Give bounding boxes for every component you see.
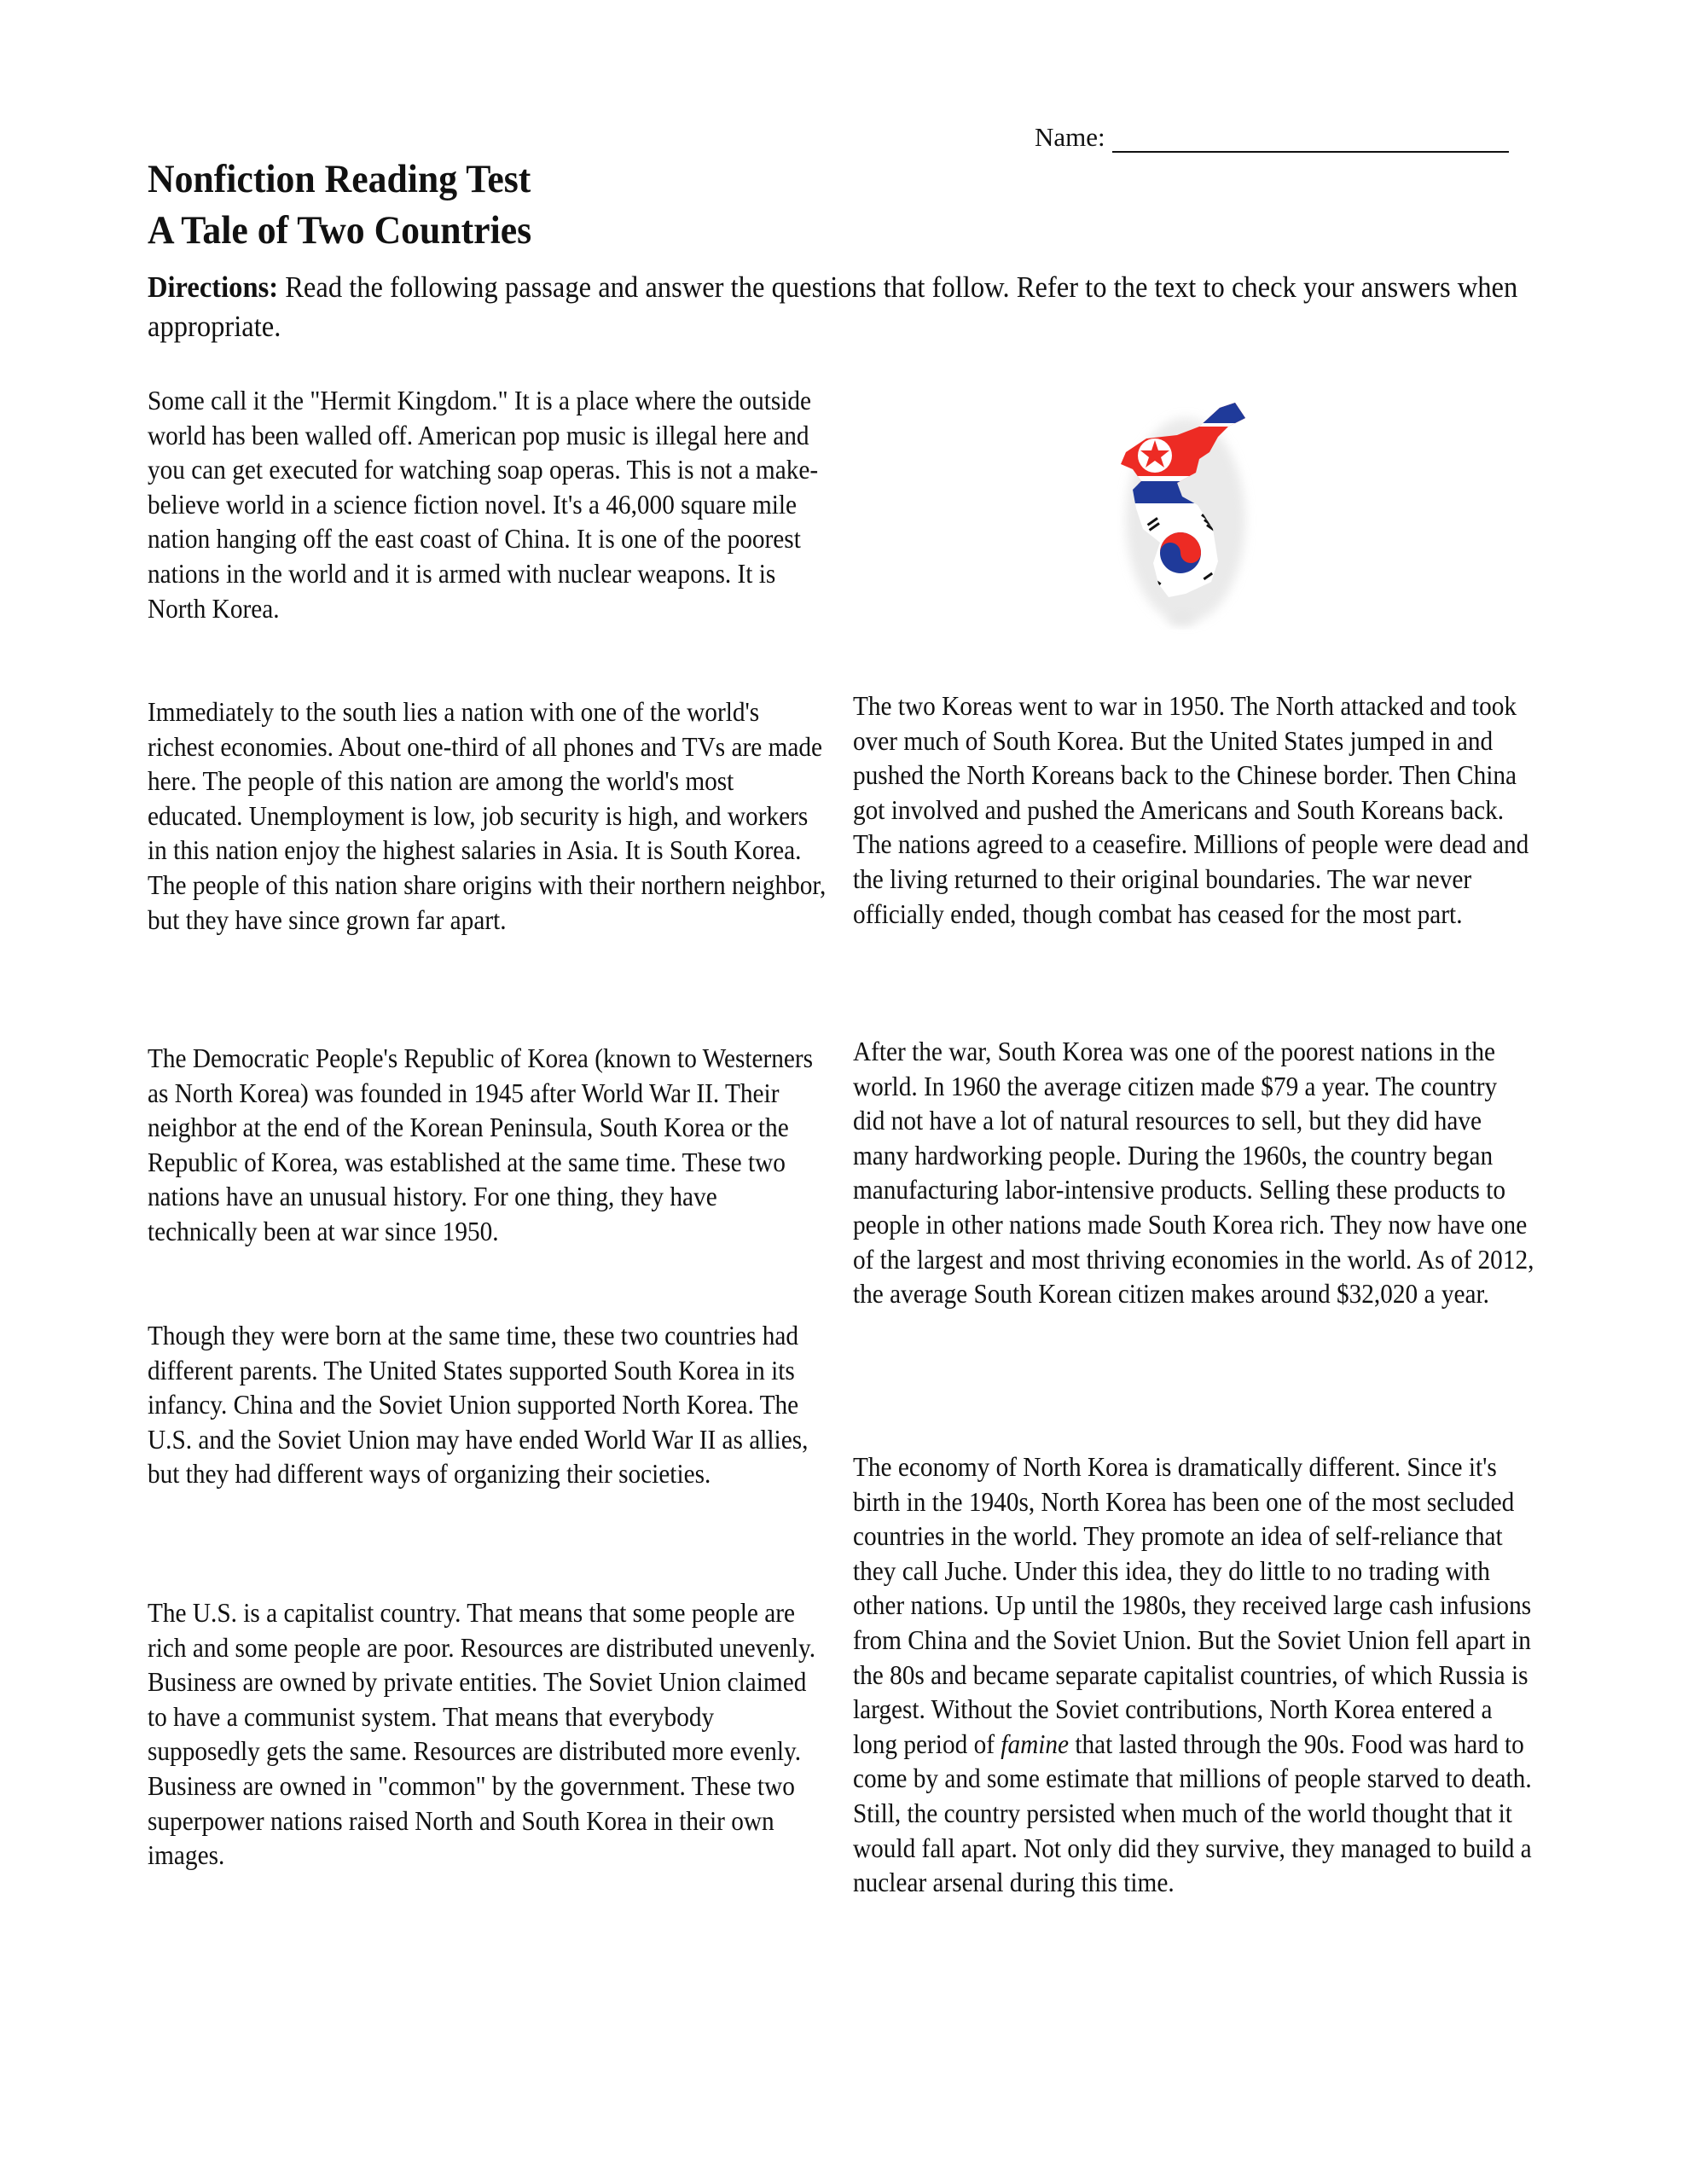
famine-italic-term: famine: [1001, 1728, 1070, 1759]
passage-paragraph-4: Though they were born at the same time, these two countries had different parents. The United States supported South Korea in its infancy. China and the Soviet Union supported North Korea. The U.S. and the Soviet Union may have ended World War II as allies, but they had different ways of organizing their societies.: [148, 1321, 809, 1490]
title-line-2: A Tale of Two Countries: [148, 208, 532, 253]
paragraph-8-text-a: The economy of North Korea is dramatically different. Since it's birth in the 1940s, North Korea has been one of the most secluded countries in the world. They promote an idea of self-reliance that they call Juche. Under this idea, they do little to no trading with other nations. Up until the 1980s, they received large cash infusions from China and the Soviet Union. But the Soviet Union fell apart in the 80s and became separate capitalist countries, of which Russia is largest. Without the Soviet contributions, North Korea entered a long period of: [853, 1452, 1532, 1759]
passage-paragraph-2: Immediately to the south lies a nation with one of the world's richest economies. About one-third of all phones and TVs are made here. The people of this nation are among the world's most educated. Unemployment is low, job security is high, and workers in this nation enjoy the highest salaries in Asia. It is South Korea. The people of this nation share origins with their northern neighbor, but they have since grown far apart.: [148, 697, 827, 935]
korea-map-icon: [1117, 401, 1271, 657]
name-blank-line[interactable]: [1112, 125, 1509, 153]
passage-paragraph-7: After the war, South Korea was one of the poorest nations in the world. In 1960 the average citizen made $79 a year. The country did not have a lot of natural resources to sell, but they did have many hardworking people. During the 1960s, the country began manufacturing labor-intensive products. Selling these products to people in other nations made South Korea rich. They now have one of the largest and most thriving economies in the world. As of 2012, the average South Korean citizen makes around $32,020 a year.: [853, 1037, 1534, 1310]
directions: [148, 268, 1528, 346]
directions-text: Read the following passage and answer the questions that follow. Refer to the text to check your answers when appropriate.: [148, 270, 1518, 343]
passage-paragraph-6: The two Koreas went to war in 1950. The North attacked and took over much of South Korea. But the United States jumped in and pushed the North Koreans back to the Chinese border. Then China got involved and pushed the Americans and South Koreans back. The nations agreed to a ceasefire. Millions of people were dead and the living returned to their original boundaries. The war never officially ended, though combat has ceased for the most part.: [853, 691, 1529, 929]
passage-paragraph-1: Some call it the "Hermit Kingdom." It is a place where the outside world has been walled off. American pop music is illegal here and you can get executed for watching soap operas. This is not a make-believe world in a science fiction novel. It's a 46,000 square mile nation hanging off the east coast of China. It is one of the poorest nations in the world and it is armed with nuclear weapons. It is North Korea.: [148, 386, 819, 624]
title-line-1: Nonfiction Reading Test: [148, 157, 531, 201]
korea-flag-map-image: [1117, 401, 1271, 657]
paragraph-8-text-b: that lasted through the 90s. Food was hard to come by and some estimate that millions of people starved to death. Still, the country persisted when much of the world thought that it would fall apart. Not only did they survive, they managed to build a nuclear arsenal during this time.: [853, 1728, 1532, 1898]
directions-label: Directions:: [148, 270, 279, 304]
page-title: [148, 154, 531, 256]
passage-paragraph-3: The Democratic People's Republic of Korea (known to Westerners as North Korea) was founded in 1945 after World War II. Their neighbor at the end of the Korean Peninsula, South Korea or the Republic of Korea, was established at the same time. These two nations have an unusual history. For one thing, they have technically been at war since 1950.: [148, 1043, 814, 1246]
name-label: Name:: [1035, 122, 1105, 152]
name-field: [1035, 122, 1509, 153]
passage-paragraph-8: [853, 1450, 1535, 1901]
passage-paragraph-5: The U.S. is a capitalist country. That means that some people are rich and some people are poor. Resources are distributed unevenly. Business are owned by private entities. The Soviet Union claimed to have a communist system. That means that everybody supposedly gets the same. Resources are distributed more evenly. Business are owned in "common" by the government. These two superpower nations raised North and South Korea in their own images.: [148, 1598, 816, 1871]
